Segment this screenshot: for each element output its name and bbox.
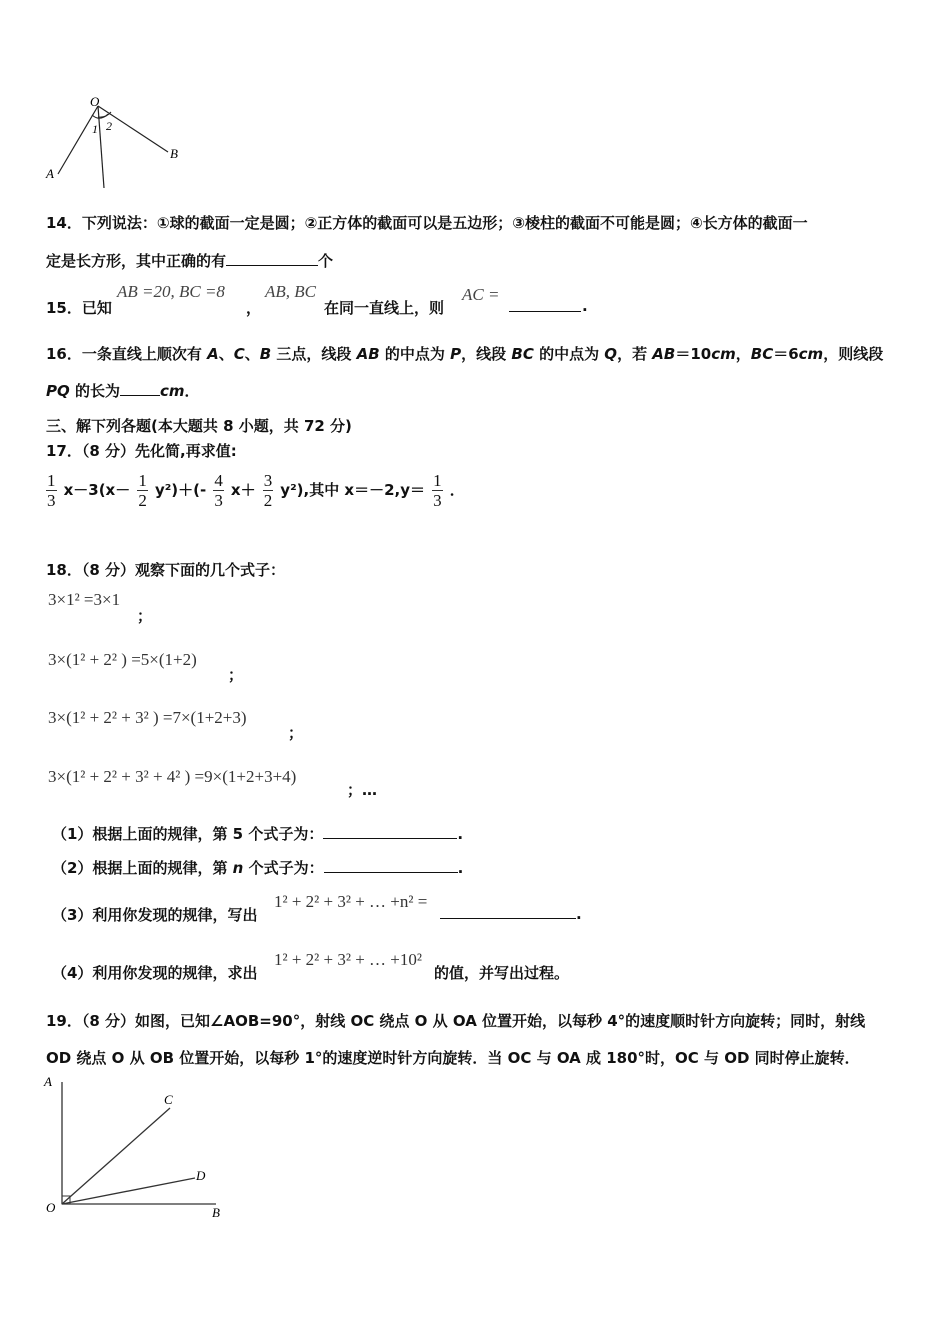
q16-segment: 、 — [218, 345, 234, 363]
q19-line1: 19．（8 分）如图，已知∠AOB=90°，射线 OC 绕点 O 从 OA 位置开始，以每秒 4°的速度顺时针方向旋转；同时，射线 — [46, 1012, 866, 1030]
q18-sep-3: ； — [288, 724, 304, 742]
q16-unit: cm — [159, 382, 185, 400]
q15-end: . — [582, 297, 588, 315]
q16-segment: ， — [735, 345, 751, 363]
fraction: $\frac{1}{3}$ — [47, 471, 56, 510]
q18-part1-blank[interactable] — [323, 824, 457, 839]
q18-part3-expression: 1² + 2² + 3² + … +n² = — [274, 892, 428, 911]
q16-segment: ，则线段 — [823, 345, 884, 363]
label-O: O — [46, 1200, 56, 1215]
label-D: D — [196, 1168, 206, 1183]
q16-text: 的长为 — [69, 382, 120, 400]
q16-segment: 三点，线段 — [271, 345, 357, 363]
q19-line2: OD 绕点 O 从 OB 位置开始，以每秒 1°的速度逆时针方向旋转．当 OC 与 OA 成 180°时，OC 与 OD 同时停止旋转． — [46, 1049, 860, 1067]
q18-sep-2: ； — [228, 666, 244, 684]
q18-example-2: 3×(1² + 2² ) =5×(1+2) — [48, 650, 197, 669]
label-angle-2: 2 — [106, 119, 112, 133]
q15-middle: 在同一直线上，则 — [324, 299, 445, 317]
q17-term: ． — [449, 481, 465, 499]
label-O: O — [90, 94, 100, 109]
q16-segment: ，线段 — [461, 345, 512, 363]
q18-part3: （3）利用你发现的规律，写出 — [52, 906, 258, 924]
q14-answer-blank[interactable] — [226, 251, 318, 266]
q16-period: ． — [184, 382, 200, 400]
q16-answer-blank[interactable] — [120, 381, 160, 396]
q18-part3-blank-wrap: . — [440, 904, 582, 923]
label-A: A — [46, 166, 54, 181]
q16-segment: 16．一条直线上顺次有 — [46, 345, 208, 363]
q16-segment: 的中点为 — [379, 345, 451, 363]
ray-OA — [58, 106, 98, 174]
angle-figure-q19 — [40, 1070, 240, 1220]
q18-part2: （2）根据上面的规律，第 n 个式子为： . — [52, 859, 464, 877]
q16-segment: cm — [711, 345, 736, 363]
q18-title: 18．（8 分）观察下面的几个式子： — [46, 561, 286, 579]
q16-segment: 的中点为 — [533, 345, 605, 363]
section-3-heading: 三、解下列各题(本大题共 8 小题，共 72 分) — [46, 417, 352, 435]
q16-segment: ＝6 — [773, 345, 799, 363]
q17-term: x－3(x－ — [63, 481, 131, 499]
q16-segment: AB — [356, 345, 380, 363]
q15-points: AB, BC — [265, 282, 316, 301]
fraction: $\frac{1}{3}$ — [433, 471, 442, 510]
q16-segment: 、 — [244, 345, 260, 363]
q15-answer-blank[interactable] — [509, 297, 581, 316]
q16-segment: ＝10 — [675, 345, 712, 363]
fraction: $\frac{1}{2}$ — [138, 471, 147, 510]
q14-line2 — [46, 250, 333, 271]
q18-part4: （4）利用你发现的规律，求出 — [52, 964, 258, 982]
q16-segment: AB — [652, 345, 676, 363]
q16-segment: Q — [604, 345, 618, 363]
q15-comma: ， — [246, 299, 262, 317]
label-angle-1: 1 — [92, 122, 98, 136]
q18-part1: （1）根据上面的规律，第 5 个式子为： . — [52, 825, 464, 843]
q16-line1 — [46, 343, 883, 364]
q15-prefix: 15．已知 — [46, 299, 112, 317]
q18-sep-4: ；… — [347, 781, 378, 799]
q16-line2 — [46, 380, 200, 401]
ray-OC — [62, 1108, 170, 1204]
q16-pq: PQ — [46, 382, 70, 400]
label-B: B — [212, 1205, 220, 1220]
q16-segment: BC — [511, 345, 534, 363]
q18-sep-1: ； — [137, 607, 153, 625]
q16-segment: B — [259, 345, 272, 363]
q15-ask: AC = — [462, 285, 500, 304]
fraction: $\frac{3}{2}$ — [263, 471, 273, 510]
q17-expression — [44, 471, 465, 510]
q16-segment: C — [233, 345, 245, 363]
q16-segment: ，若 — [617, 345, 653, 363]
q18-example-4: 3×(1² + 2² + 3² + 4² ) =9×(1+2+3+4) — [48, 767, 297, 786]
label-C: C — [164, 1092, 173, 1107]
q16-segment: cm — [798, 345, 824, 363]
q14-line1: 14．下列说法：①球的截面一定是圆；②正方体的截面可以是五边形；③棱柱的截面不可能是圆；④长方体的截面一 — [46, 214, 808, 232]
q17-term: y²),其中 x＝－2,y＝ — [280, 481, 426, 499]
q17-term: x＋ — [230, 481, 256, 499]
q16-segment: P — [450, 345, 462, 363]
label-A: A — [44, 1074, 52, 1089]
q18-example-1: 3×1² =3×1 — [48, 590, 121, 609]
q18-part4-tail: 的值，并写出过程。 — [434, 964, 570, 982]
q17-title: 17．（8 分）先化简,再求值: — [46, 442, 237, 460]
q18-part4-expression: 1² + 2² + 3² + … +10² — [274, 950, 422, 969]
angle-figure-q13 — [40, 92, 190, 192]
q16-segment: BC — [750, 345, 774, 363]
q14-unit: 个 — [318, 252, 334, 270]
q18-part3-blank[interactable] — [440, 904, 576, 919]
q18-part2-blank[interactable] — [324, 858, 458, 873]
q18-example-3: 3×(1² + 2² + 3² ) =7×(1+2+3) — [48, 708, 247, 727]
q16-segment: A — [207, 345, 219, 363]
ray-OD — [62, 1178, 195, 1204]
q14-text: 定是长方形，其中正确的有 — [46, 252, 227, 270]
label-B: B — [170, 146, 178, 161]
fraction: $\frac{4}{3}$ — [214, 471, 223, 510]
q17-term: y²)＋(- — [154, 481, 207, 499]
q15-condition: AB =20, BC =8 — [117, 282, 225, 301]
